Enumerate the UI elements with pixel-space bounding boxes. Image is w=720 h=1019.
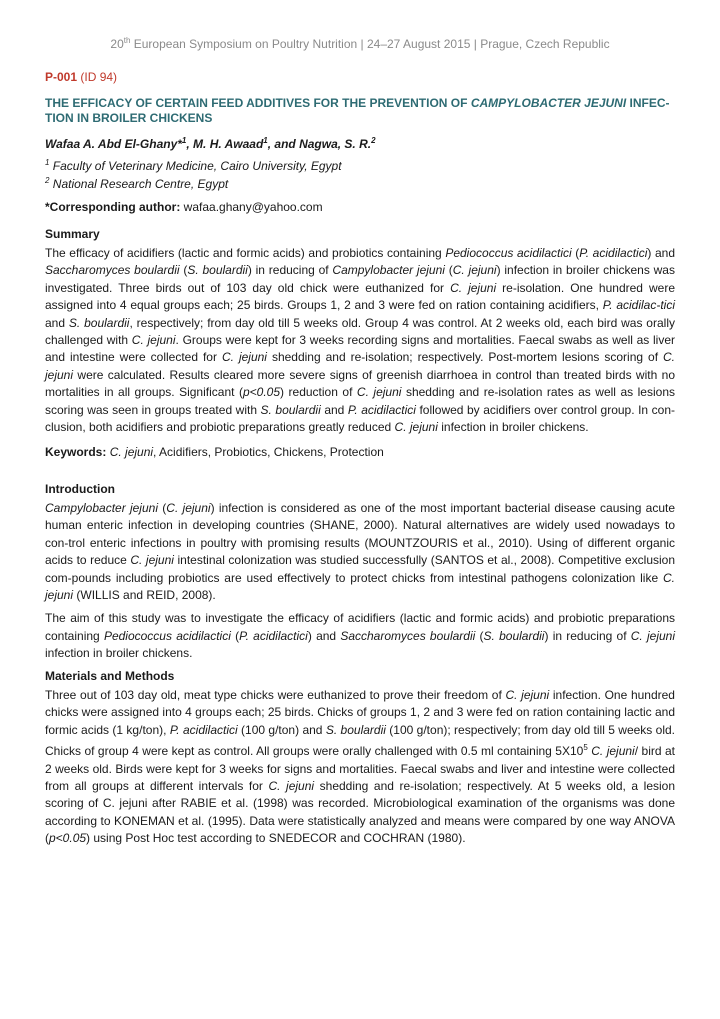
introduction-paragraph-2: The aim of this study was to investigate the efficacy of acidifiers (lactic and formic acids) and probiotic preparations containing Pediococcus acidilactici (P. acidilactici) and Saccharomyces boulardii (S. boulardii) in reducing of C. jejuni infection in broiler chickens. xyxy=(45,611,676,661)
header-number: 20 xyxy=(110,37,124,51)
poster-code: P-001 xyxy=(45,70,78,84)
header-ordinal: th xyxy=(123,36,131,45)
summary-section xyxy=(45,227,675,462)
summary-text: The efficacy of acidifiers (lactic and formic acids) and probiotics containing Pediococcus acidilactici (P. acidilactici) and Saccharomyces boulardii (S. boulardii) in reducing of Campylobacter jejuni (C. jejuni) infection in broiler chickens was investigated. Three birds out of 103 day old chick were euthanized for C. jejuni re-isolation. One hundred were assigned into 4 equal groups each; 25 birds. Groups 1, 2 and 3 were fed on ration containing acidifiers, P. acidilac-tici and S. boulardii, respectively; from day old till 5 weeks old. Group 4 was control. At 2 weeks old, each bird was orally challenged with C. jejuni. Groups were kept for 3 weeks recording signs and mortalities. Faecal swabs as well as liver and intestine were collected for C. jejuni shedding and re-isolation; respectively. Post-mortem lesions scoring of C. jejuni were calculated. Results cleared more severe signs of greenish diarrhoea in control than treated birds with no mortalities in all groups. Significant (p<0.05) reduction of C. jejuni shedding and re-isolation rates as well as lesions scoring was seen in groups treated with S. boulardii and P. acidilactici followed by acidifiers over control group. In con-clusion, both acidifiers and probiotic preparations greatly reduced C. jejuni infection in broiler chickens. xyxy=(45,246,676,435)
affiliation-1: $^1$ Faculty of Veterinary Medicine, Cairo University, Egypt xyxy=(45,158,342,173)
keywords: Keywords: C. jejuni, Acidifiers, Probiotics, Chickens, Protection xyxy=(45,445,384,460)
affiliation-2: $^2$ National Research Centre, Egypt xyxy=(45,176,229,191)
summary-heading: Summary xyxy=(45,227,100,241)
author-list: Wafaa A. Abd El-Ghany*$^1$, M. H. Awaad$^1$, and Nagwa, S. R.$^2$ xyxy=(45,136,376,151)
methods-heading: Materials and Methods xyxy=(45,669,175,683)
methods-section xyxy=(45,669,675,848)
corresponding-email[interactable]: wafaa.ghany@yahoo.com xyxy=(183,200,323,214)
corresponding-author: *Corresponding author: wafaa.ghany@yahoo.com xyxy=(45,200,323,214)
methods-paragraph: Three out of 103 day old, meat type chicks were euthanized to prove their freedom of C. jejuni infection. One hundred chicks were assigned into 4 groups each; 25 birds. Chicks of groups 1, 2 and 3 were fed on ration containing lactic and formic acids (1 kg/ton), P. acidilactici (100 g/ton) and S. boulardii (100 g/ton); respectively; from day old till 5 weeks old. Chicks of group 4 were kept as control. All groups were orally challenged with 0.5 ml containing $5X10^5$ C. jejuni/ bird at 2 weeks old. Birds were kept for 3 weeks for signs and mortalities. Faecal swabs and liver and intestine were collected from all groups at different intervals for C. jejuni shedding and re-isolation; respectively. At 5 weeks old, a lesion scoring of C. jejuni after RABIE et al. (1998) was recorded. Microbiological examination of the organisms was done according to KONEMAN et al. (1995). Data were statistically analyzed and means were compared by one way ANOVA (p<0.05) using Post Hoc test according to SNEDECOR and COCHRAN (1980). xyxy=(45,688,676,846)
introduction-section xyxy=(45,482,675,663)
introduction-paragraph-1: Campylobacter jejuni (C. jejuni) infection is considered as one of the most important bacterial disease causing acute human enteric infection in developing countries (SHANE, 2000). Natural alternatives are widely used nowadays to con-trol enteric infections in poultry with promising results (MOUNTZOURIS et al., 2010). Using of different organic acids to reduce C. jejuni intestinal colonization was studied successfully (SANTOS et al., 2008). Competitive exclusion com-pounds including probiotics are used effectively to protect chicks from intestinal pathogens colonization like C. jejuni (WILLIS and REID, 2008). xyxy=(45,501,676,603)
paper-title: THE EFFICACY OF CERTAIN FEED ADDITIVES FOR THE PREVENTION OF CAMPYLOBACTER JEJUNI INFEC-TION IN BROILER CHICKENS xyxy=(45,96,670,125)
poster-id xyxy=(45,70,117,84)
introduction-heading: Introduction xyxy=(45,482,115,496)
header-text: European Symposium on Poultry Nutrition | 24–27 August 2015 | Prague, Czech Republic xyxy=(130,37,610,51)
running-header xyxy=(45,36,675,51)
poster-number: (ID 94) xyxy=(80,70,118,84)
